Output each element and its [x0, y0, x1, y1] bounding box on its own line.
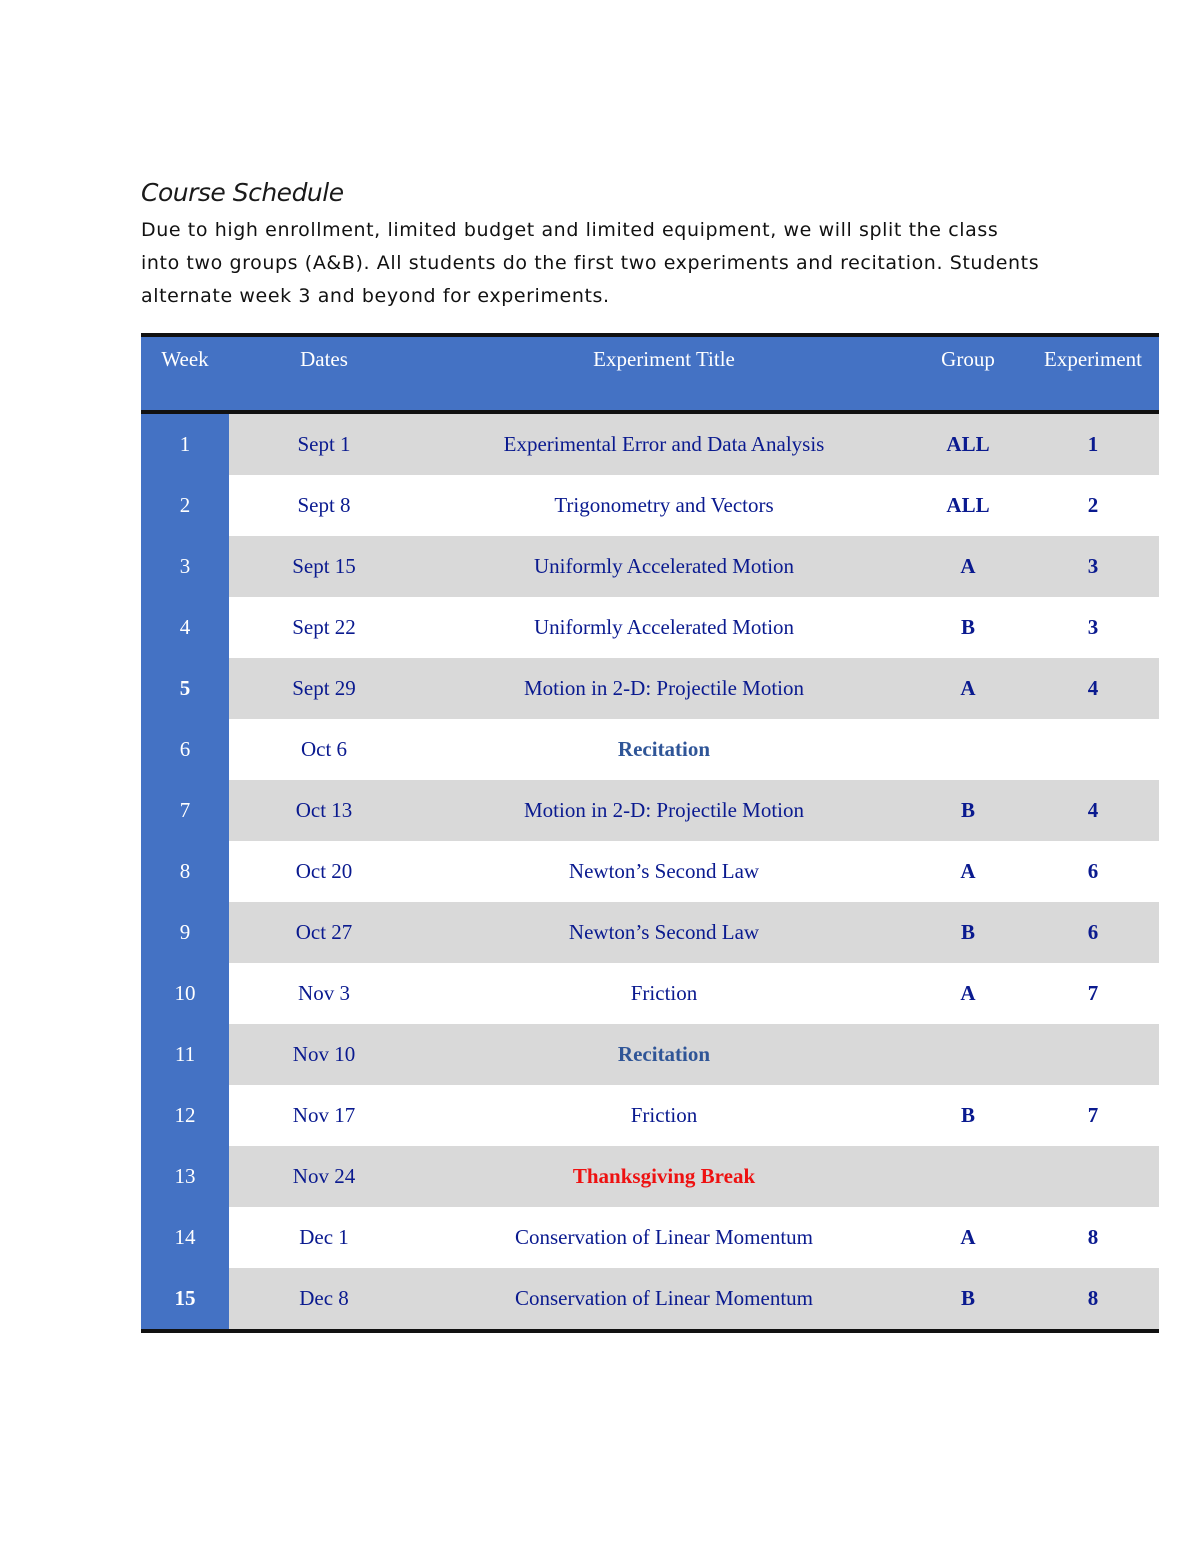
date-cell: Sept 15 — [229, 536, 419, 597]
header-group: Group — [909, 335, 1027, 412]
title-cell: Friction — [630, 1103, 698, 1127]
title-cell: Newton’s Second Law — [568, 859, 760, 883]
group-cell: ALL — [909, 412, 1027, 475]
group-cell — [909, 1146, 1027, 1207]
experiment-cell: 6 — [1027, 902, 1159, 963]
date-cell: Sept 29 — [229, 658, 419, 719]
experiment-cell: 8 — [1027, 1268, 1159, 1331]
page-heading: Course Schedule — [141, 178, 344, 207]
table-row — [141, 1146, 1159, 1207]
date-cell: Sept 22 — [292, 615, 356, 639]
group-cell: ALL — [946, 493, 990, 517]
title-cell: Experimental Error and Data Analysis — [419, 412, 909, 475]
title-cell: Conservation of Linear Momentum — [419, 1268, 909, 1331]
experiment-cell: 3 — [1087, 615, 1099, 639]
date-cell: Nov 10 — [229, 1024, 419, 1085]
table-row — [141, 902, 1159, 963]
week-cell: 2 — [141, 475, 229, 536]
experiment-cell: 6 — [1087, 859, 1099, 883]
week-cell: 5 — [141, 658, 229, 719]
week-cell: 14 — [141, 1207, 229, 1268]
table-row — [141, 1024, 1159, 1085]
week-cell: 10 — [141, 963, 229, 1024]
date-cell: Nov 3 — [298, 981, 350, 1005]
table-header-row — [141, 335, 1159, 412]
table-row — [141, 963, 1159, 1024]
table-row — [141, 1085, 1159, 1146]
experiment-cell: 1 — [1027, 412, 1159, 475]
header-experiment-title: Experiment Title — [419, 335, 909, 412]
experiment-cell: 7 — [1087, 981, 1099, 1005]
week-cell: 7 — [141, 780, 229, 841]
title-cell: Uniformly Accelerated Motion — [419, 536, 909, 597]
week-cell: 13 — [141, 1146, 229, 1207]
group-cell: A — [960, 981, 976, 1005]
table-row — [141, 719, 1159, 780]
title-cell: Motion in 2-D: Projectile Motion — [419, 658, 909, 719]
week-cell: 8 — [141, 841, 229, 902]
week-cell: 1 — [141, 412, 229, 475]
title-cell: Uniformly Accelerated Motion — [533, 615, 795, 639]
group-cell: A — [909, 658, 1027, 719]
group-cell: A — [960, 859, 976, 883]
experiment-cell: 3 — [1027, 536, 1159, 597]
group-cell: B — [909, 1268, 1027, 1331]
header-experiment: Experiment — [1027, 335, 1159, 412]
date-cell: Oct 20 — [295, 859, 353, 883]
title-cell: Newton’s Second Law — [419, 902, 909, 963]
date-cell: Oct 6 — [300, 737, 348, 761]
recitation-cell: Recitation — [617, 737, 711, 761]
table-row — [141, 475, 1159, 536]
course-schedule-table — [141, 333, 1159, 1333]
title-cell: Motion in 2-D: Projectile Motion — [419, 780, 909, 841]
week-cell: 12 — [141, 1085, 229, 1146]
date-cell: Nov 24 — [229, 1146, 419, 1207]
group-cell: B — [909, 780, 1027, 841]
group-cell — [909, 719, 1027, 780]
experiment-cell: 7 — [1087, 1103, 1099, 1127]
table-row — [141, 1207, 1159, 1268]
group-cell — [909, 1024, 1027, 1085]
experiment-cell: 4 — [1027, 658, 1159, 719]
date-cell: Dec 1 — [299, 1225, 349, 1249]
group-cell: B — [960, 1103, 975, 1127]
date-cell: Oct 13 — [229, 780, 419, 841]
table-row — [141, 412, 1159, 475]
date-cell: Oct 27 — [229, 902, 419, 963]
table-row — [141, 841, 1159, 902]
experiment-cell — [1027, 1024, 1159, 1085]
header-week: Week — [141, 335, 229, 412]
week-cell: 4 — [141, 597, 229, 658]
table-row — [141, 597, 1159, 658]
date-cell: Nov 17 — [292, 1103, 356, 1127]
title-cell: Conservation of Linear Momentum — [514, 1225, 814, 1249]
date-cell: Dec 8 — [229, 1268, 419, 1331]
week-cell: 3 — [141, 536, 229, 597]
group-cell: A — [960, 1225, 976, 1249]
week-cell: 15 — [141, 1268, 229, 1331]
table-row — [141, 536, 1159, 597]
break-cell: Thanksgiving Break — [419, 1146, 909, 1207]
week-cell: 6 — [141, 719, 229, 780]
group-cell: B — [960, 615, 975, 639]
header-dates: Dates — [229, 335, 419, 412]
week-cell: 9 — [141, 902, 229, 963]
intro-paragraph: Due to high enrollment, limited budget and limited equipment, we will split the class into two groups (A&B). All students do the first two experiments and recitation. Students alternate week 3 and beyond for experiments. — [141, 219, 1040, 307]
date-cell: Sept 1 — [229, 412, 419, 475]
recitation-cell: Recitation — [419, 1024, 909, 1085]
group-cell: A — [909, 536, 1027, 597]
week-cell: 11 — [141, 1024, 229, 1085]
table-row — [141, 658, 1159, 719]
table-row — [141, 1268, 1159, 1331]
date-cell: Sept 8 — [297, 493, 351, 517]
experiment-cell — [1027, 719, 1159, 780]
table-row — [141, 780, 1159, 841]
experiment-cell: 2 — [1087, 493, 1099, 517]
group-cell: B — [909, 902, 1027, 963]
experiment-cell: 8 — [1087, 1225, 1099, 1249]
experiment-cell — [1027, 1146, 1159, 1207]
title-cell: Friction — [630, 981, 698, 1005]
experiment-cell: 4 — [1027, 780, 1159, 841]
title-cell: Trigonometry and Vectors — [554, 493, 774, 517]
